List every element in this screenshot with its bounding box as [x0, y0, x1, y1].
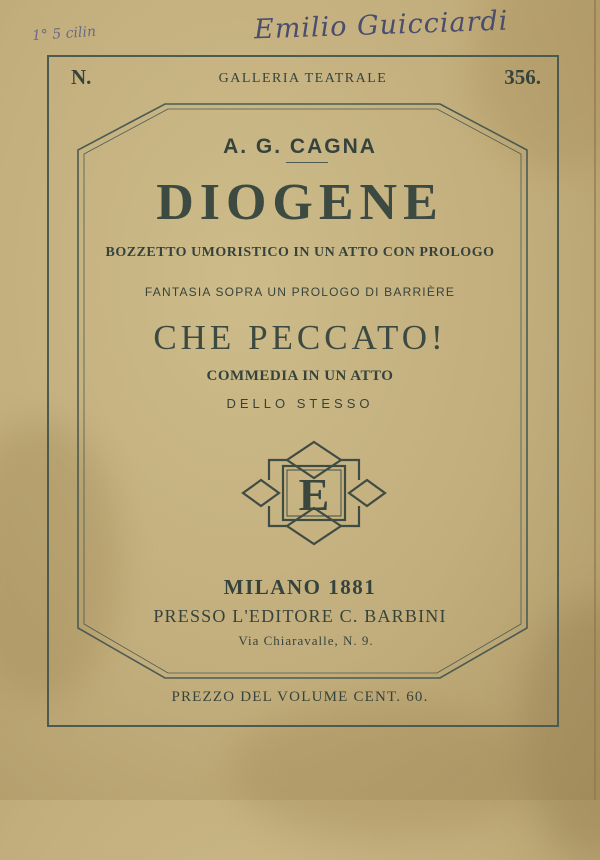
volume-number: 356. — [504, 65, 541, 89]
publisher-name: PRESSO L'EDITORE C. BARBINI — [153, 606, 447, 626]
same-author-note: DELLO STESSO — [226, 396, 374, 411]
title-divider — [286, 162, 328, 163]
author-name: A. G. CAGNA — [223, 135, 377, 158]
publisher-emblem-icon — [239, 438, 389, 548]
number-prefix: N. — [71, 65, 92, 89]
handwritten-corner-note: 1° 5 cilin — [31, 23, 97, 45]
second-subtitle: COMMEDIA IN UN ATTO — [206, 368, 394, 384]
emblem-letter: E — [298, 469, 330, 520]
series-name: GALLERIA TEATRALE — [218, 71, 388, 86]
main-title: DIOGENE — [156, 174, 444, 231]
handwritten-signature: Emilio Guicciardi — [253, 5, 509, 46]
prologue-note: FANTASIA SOPRA UN PROLOGO DI BARRIÈRE — [144, 285, 456, 299]
city-year: MILANO 1881 — [223, 575, 377, 599]
volume-price: PREZZO DEL VOLUME CENT. 60. — [171, 689, 429, 705]
second-title: CHE PECCATO! — [153, 318, 447, 357]
publisher-address: Via Chiaravalle, N. 9. — [238, 633, 374, 648]
main-subtitle: BOZZETTO UMORISTICO IN UN ATTO CON PROLOGO — [105, 245, 495, 260]
